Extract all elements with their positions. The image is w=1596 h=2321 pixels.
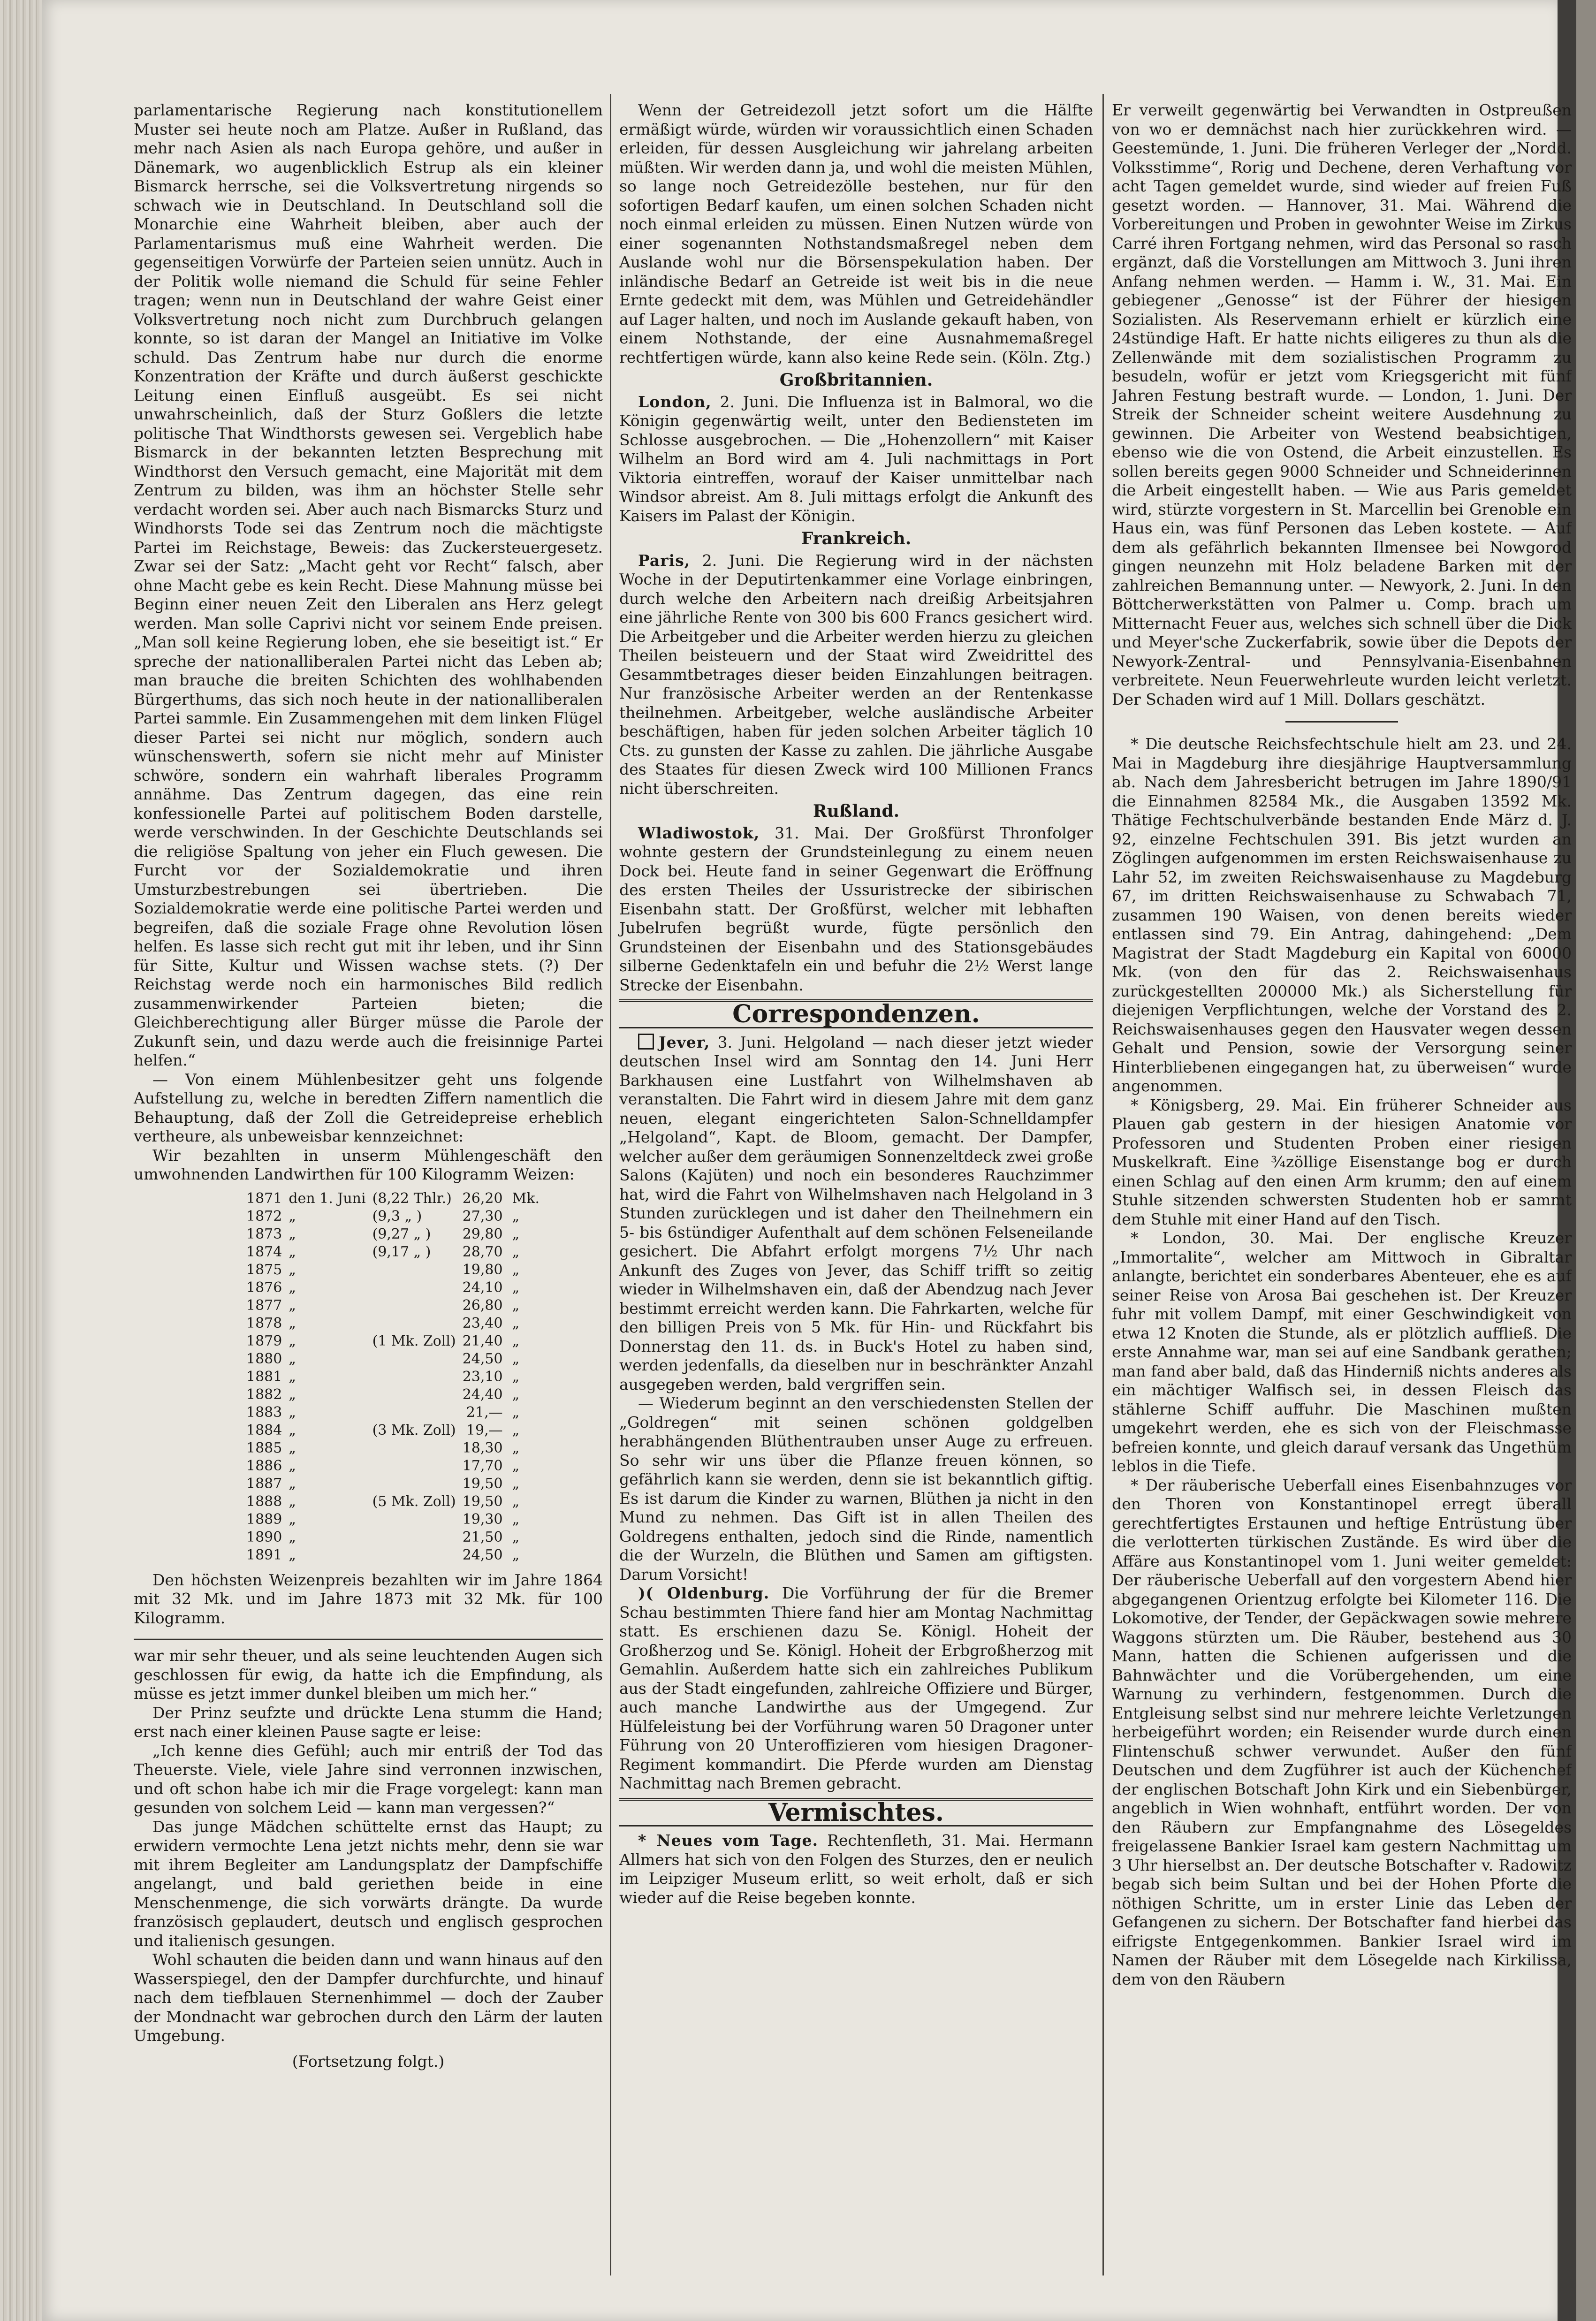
wheat-cell-pre: „ [289,1457,296,1474]
article-text: — Wiederum beginnt an den verschiedensten Stellen der „Goldregen“ mit seinen schönen goldgelben herabhängenden Blüthentrauben unser Auge zu erfreuen. So sehr wir uns über die Pflanze freuen können, so gefährlich kann sie werden, denn sie ist bekanntlich giftig. Es ist darum die Kinder zu warnen, Blüthen ja nicht in den Mund zu nehmen. Das Gift ist in allen Theilen des Goldregens enthalten, jedoch sind die Rinde, namentlich die der Wurzeln, die Blüthen und Samen am giftigsten. Darum Vorsicht! [619,1394,1093,1583]
wheat-table-row [246,1190,546,1208]
wheat-table-row [246,1386,546,1404]
wheat-cell-unit: „ [512,1315,520,1332]
wheat-cell-pre: „ [289,1261,296,1278]
novel-text: Das junge Mädchen schüttelte ernst das Haupt; zu erwidern vermochte Lena jetzt nichts mehr, denn sie war mit ihrem Begleiter am Landungsplatz der Dampfschiffe angelangt, und bald geriethen beide in eine Menschenmenge, die sich vorwärts drängte. Da wurde französisch geplaudert, deutsch und englisch gesprochen und italienisch gesungen. [134,1817,603,1950]
wheat-table-row [246,1546,546,1564]
wheat-cell-year: 1881 [246,1368,282,1385]
wheat-cell-pre: „ [289,1208,296,1225]
continuation-note: (Fortsetzung folgt.) [292,2052,445,2070]
wheat-table-row [246,1439,546,1457]
article-text: * Die deutsche Reichsfechtschule hielt am 23. und 24. Mai in Magdeburg ihre diesjährige Hauptversammlung ab. Nach dem Jahresbericht betrugen im Jahre 1890/91 die Einnahmen 82584 Mk., die Ausgaben 13592 Mk. Thätige Fechtschulverbände bestanden Ende März d. J. 92, einzelne Fechtschulen 391. Bis jetzt wurden an Zöglingen aufgenommen im ersten Reichswaisenhause zu Lahr 52, im zweiten Reichswaisenhause zu Magdeburg 67, im dritten Reichswaisenhause zu Schwabach 71, zusammen 190 Waisen, von denen bereits wieder entlassen sind 79. Ein Antrag, dahingehend: „Dem Magistrat der Stadt Magdeburg ein Kapital von 60000 Mk. (von den für das 2. Reichswaisenhaus zurückgestellten 200000 Mk.) als Sicherstellung für diejenigen Verpflichtungen, welche der Vorstand des 2. Reichswaisenhauses gegen den Hausvater wegen dessen Gehalt und Pension, sowie der Versorgung seiner Hinterbliebenen eingegangen hat, zu überweisen“ wurde angenommen. [1112,735,1572,1095]
wheat-cell-note: (8,22 Thlr.) [372,1190,452,1207]
dateline: London, [638,392,712,411]
wheat-cell-value: 21,50 [462,1529,503,1545]
novel-text: Wohl schauten die beiden dann und wann hinaus auf den Wasserspiegel, den der Dampfer durchfurchte, und hinauf nach dem tiefblauen Sternenhimmel — doch der Zauber der Mondnacht war gebrochen durch den Lärm der lauten Umgebung. [134,1950,603,2045]
wheat-cell-unit: „ [512,1546,520,1563]
wheat-cell-value: 19,— [466,1422,503,1438]
wheat-cell-value: 19,80 [462,1261,503,1278]
wheat-cell-note: (3 Mk. Zoll) [372,1422,456,1438]
wheat-cell-year: 1890 [246,1529,282,1545]
wheat-cell-pre: „ [289,1350,296,1367]
wheat-cell-note [372,1386,463,1404]
article-text: 2. Juni. Die Influenza ist in Balmoral, wo die Königin gegenwärtig weilt, unter den Bediensteten im Schlosse ausgebrochen. — Die „Hohenzollern“ mit Kaiser Wilhelm an Bord wird am 4. Juli nachmittags in Port Viktoria eintreffen, worauf der Kaiser unmittelbar nach Windsor abreist. Am 8. Juli mittags erfolgt die Ankunft des Kaisers im Palast der Königin. [619,392,1093,525]
wheat-cell-year: 1873 [246,1225,282,1242]
article-text: parlamentarische Regierung nach konstitutionellem Muster sei heute noch am Platze. Außer in Rußland, das mehr nach Asien als nach Europa gehöre, und außer in Dänemark, wo augenblicklich Estrup als ein kleiner Bismarck herrsche, sei die Volksvertretung nirgends so schwach wie in Deutschland. In Deutschland soll die Monarchie eine Wahrheit bleiben, aber auch der Parlamentarismus muß eine Wahrheit werden. Die gegenseitigen Vorwürfe der Parteien seien unnütz. Auch in der Politik wolle niemand die Schuld für seine Fehler tragen; wenn nun in Deutschland der wahre Geist einer Volksvertretung noch nicht zum Durchbruch gelangen konnte, so ist daran der Mangel an Initiative im Volke schuld. Das Zentrum habe nur durch die enorme Konzentration der Kräfte und durch äußerst geschickte Leitung einen Einfluß ausgeübt. Es sei nicht unwahrscheinlich, daß der Sturz Goßlers die letzte politische That Windthorsts gewesen sei. Vergeblich habe Bismarck in der bekannten letzten Besprechung mit Windthorst den Versuch gemacht, eine Majorität mit dem Zentrum zu bilden, was ihm an höchster Stelle sehr verdacht worden sei. Aber auch nach Bismarcks Sturz und Windhorsts Tode sei das Zentrum noch die mächtigste Partei im Reichstage, Beweis: das Zuckersteuergesetz. Zwar sei der Satz: „Macht geht vor Recht“ falsch, aber ohne Macht gebe es kein Recht. Diese Mahnung müsse bei Beginn einer neuen Zeit den Liberalen ans Herz gelegt werden. Man solle Caprivi nicht vor seinem Ende preisen. „Man soll keine Regierung loben, ehe sie beseitigt ist.“ Er spreche der nationalliberalen Partei nicht das Leben ab; man brauche die breiten Schichten des wohlhabenden Bürgerthums, das sich noch heute in der nationalliberalen Partei sammle. Ein Zusammengehen mit dem linken Flügel dieser Partei sei nicht nur möglich, sondern auch wünschenswerth, sofern sie nicht mehr auf Minister schwöre, sondern ein wahrhaft liberales Programm annähme. Das Zentrum dagegen, das eine rein konfessionelle Partei auf politischem Boden darstelle, werde verschwinden. In der Geschichte Deutschlands sei die religiöse Spaltung von jeher ein Fluch gewesen. Die Furcht vor der Sozialdemokratie und ihren Umsturzbestrebungen sei übertrieben. Die Sozialdemokratie werde eine politische Partei werden und begreifen, daß die soziale Frage ohne Revolution lösen helfen. Es lasse sich recht gut mit ihr leben, und ihr Sinn für Sitte, Kultur und Wissen wachse stets. (?) Der Reichstag werde noch ein harmonisches Bild redlich zusammenwirkender Parteien bieten; die Gleichberechtigung aller Bürger müsse die Parole der Zukunft sein, und dazu werde auch die freisinnige Partei helfen.“ [134,101,603,1069]
wheat-cell-note [372,1404,463,1422]
wheat-cell-note: (5 Mk. Zoll) [372,1493,456,1510]
wheat-cell-pre: „ [289,1225,296,1242]
dateline: )( Oldenburg. [638,1584,770,1602]
section-heading: Rußland. [813,801,900,821]
section-heading: Frankreich. [801,529,912,548]
wheat-cell-value: 27,30 [462,1208,503,1225]
wheat-cell-value: 18,30 [462,1439,503,1456]
wheat-cell-year: 1877 [246,1297,282,1314]
wheat-cell-unit: Mk. [512,1190,540,1207]
wheat-cell-value: 26,80 [462,1297,503,1314]
wheat-cell-year: 1891 [246,1546,282,1563]
wheat-cell-note [372,1475,463,1493]
wheat-cell-unit: „ [512,1297,520,1314]
wheat-cell-pre: „ [289,1439,296,1456]
binding-edge [0,0,42,2321]
wheat-cell-unit: „ [512,1261,520,1278]
wheat-cell-value: 19,50 [462,1493,503,1510]
wheat-cell-pre: „ [289,1315,296,1332]
wheat-cell-note [372,1368,463,1386]
column-2 [619,101,1093,1907]
wheat-cell-value: 26,20 [462,1190,503,1207]
wheat-cell-year: 1875 [246,1261,282,1278]
wheat-cell-value: 24,10 [462,1279,503,1296]
article-text: Den höchsten Weizenpreis bezahlten wir im Jahre 1864 mit 32 Mk. und im Jahre 1873 mit 32 Mk. für 100 Kilogramm. [134,1570,603,1627]
wheat-cell-unit: „ [512,1439,520,1456]
column-1 [134,101,603,2071]
wheat-cell-pre: „ [289,1279,296,1296]
wheat-cell-pre: „ [289,1493,296,1510]
wheat-table-row [246,1404,546,1422]
dateline: Jever, [659,1033,710,1051]
wheat-cell-note [372,1297,463,1315]
novel-text: „Ich kenne dies Gefühl; auch mir entriß der Tod das Theuerste. Viele, viele Jahre sind verronnen inzwischen, und oft schon habe ich mir die Frage vorgelegt: kann man gesunden von solchem Leid — kann man vergessen?“ [134,1741,603,1817]
wheat-cell-note: (9,3 „ ) [372,1208,422,1225]
wheat-cell-pre: „ [289,1529,296,1545]
article-text: Er verweilt gegenwärtig bei Verwandten in Ostpreußen von wo er demnächst nach hier zurückkehren wird. — Geestemünde, 1. Juni. Die früheren Verleger der „Nordd. Volksstimme“, Rorig und Dechene, deren Verhaftung vor acht Tagen gemeldet wurde, sind wieder auf freien Fuß gesetzt worden. — Hannover, 31. Mai. Während die Vorbereitungen und Proben in gewohnter Weise im Zirkus Carré ihren Fortgang nehmen, wird das Personal so rasch ergänzt, daß die Vorstellungen am Mittwoch 3. Juni ihren Anfang nehmen werden. — Hamm i. W., 31. Mai. Ein gebiegener „Genosse“ ist der Führer der hiesigen Sozialisten. Als Reservemann erhielt er kürzlich eine 24stündige Haft. Er hatte nichts eiligeres zu thun als die Zellenwände mit dem sozialistischen Programm zu besudeln, wofür er jetzt vom Kriegsgericht mit fünf Jahren Festung bestraft wurde. — London, 1. Juni. Der Streik der Schneider scheint weitere Ausdehnung zu gewinnen. Die Arbeiter von Westend beabsichtigen, ebenso wie die von Ostend, die Arbeit einzustellen. Es sollen bereits gegen 9000 Schneider und Schneiderinnen die Arbeit eingestellt haben. — Wie aus Paris gemeldet wird, stürzte vorgestern in St. Marcellin bei Grenoble ein Haus ein, was fünf Personen das Leben kostete. — Auf dem als gefährlich bekannten Ilmensee bei Nowgorod gingen neunzehn mit Holz beladene Barken mit der zahlreichen Bemannung unter. — Newyork, 2. Juni. In den Böttcherwerkstätten von Palmer u. Comp. brach um Mitternacht Feuer aus, welches sich schnell über die Dick und Meyer'sche Zuckerfabrik, sowie über die Depots der Newyork-Zentral- und Pennsylvania-Eisenbahnen verbreitete. Neun Feuerwehrleute wurden leicht verletzt. Der Schaden wird auf 1 Mill. Dollars geschätzt. [1112,101,1572,708]
wheat-cell-year: 1885 [246,1439,282,1456]
novel-text: Der Prinz seufzte und drückte Lena stumm die Hand; erst nach einer kleinen Pause sagte er leise: [134,1703,603,1741]
square-marker-icon [638,1034,654,1050]
article-text: — Von einem Mühlenbesitzer geht uns folgende Aufstellung zu, welche in beredten Ziffern namentlich die Behauptung, daß der Zoll die Getreidepreise erheblich vertheure, als unbeweisbar kennzeichnet: [134,1070,603,1145]
wheat-table-row [246,1225,546,1243]
wheat-cell-note: (9,17 „ ) [372,1243,431,1260]
wheat-cell-pre: „ [289,1475,296,1492]
wheat-cell-value: 24,50 [462,1350,503,1367]
column-rule [610,94,611,2275]
wheat-cell-unit: „ [512,1511,520,1528]
wheat-cell-unit: „ [512,1529,520,1545]
wheat-cell-unit: „ [512,1422,520,1438]
wheat-cell-unit: „ [512,1475,520,1492]
wheat-table-row [246,1279,546,1297]
wheat-table-row [246,1297,546,1315]
wheat-cell-unit: „ [512,1350,520,1367]
section-heading: Großbritannien. [779,370,933,390]
wheat-cell-pre: „ [289,1368,296,1385]
wheat-cell-year: 1874 [246,1243,282,1260]
wheat-cell-pre: „ [289,1404,296,1421]
wheat-cell-unit: „ [512,1386,520,1403]
column-rule [1102,94,1104,2275]
wheat-table-row [246,1493,546,1511]
wheat-cell-note [372,1439,463,1457]
wheat-cell-year: 1884 [246,1422,282,1438]
wheat-cell-year: 1886 [246,1457,282,1474]
wheat-cell-year: 1876 [246,1279,282,1296]
wheat-cell-value: 23,10 [462,1368,503,1385]
wheat-cell-pre: „ [289,1511,296,1528]
wheat-cell-pre: „ [289,1297,296,1314]
column-3 [1112,101,1572,2306]
wheat-cell-note [372,1261,463,1279]
wheat-cell-value: 21,40 [462,1332,503,1349]
wheat-cell-value: 19,30 [462,1511,503,1528]
wheat-cell-note: (1 Mk. Zoll) [372,1332,456,1349]
wheat-cell-unit: „ [512,1279,520,1296]
wheat-cell-unit: „ [512,1493,520,1510]
wheat-cell-unit: „ [512,1404,520,1421]
wheat-cell-note [372,1511,463,1529]
dateline: Wladiwostok, [638,823,760,842]
article-text: * Königsberg, 29. Mai. Ein früherer Schneider aus Plauen gab gestern in der hiesigen Anatomie vor Professoren und Studenten Proben einer riesigen Muskelkraft. Eine ¾zöllige Eisenstange bog er durch einen Schlag auf den einen Arm krumm; den auf einem Stuhle sitzenden schwersten Studenten hob er sammt dem Stuhle mit einer Hand auf den Tisch. [1112,1096,1572,1228]
wheat-cell-year: 1887 [246,1475,282,1492]
wheat-table-row [246,1457,546,1475]
wheat-cell-value: 19,50 [462,1475,503,1492]
wheat-cell-unit: „ [512,1457,520,1474]
wheat-cell-year: 1889 [246,1511,282,1528]
wheat-cell-note [372,1350,463,1368]
wheat-cell-pre: „ [289,1332,296,1349]
wheat-cell-note [372,1457,463,1475]
article-text: 2. Juni. Die Regierung wird in der nächsten Woche in der Deputirtenkammer eine Vorlage einbringen, durch welche den Arbeitern nach dreißig Arbeitsjahren eine jährliche Rente von 300 bis 600 Francs gesichert wird. Die Arbeitgeber und die Arbeiter werden hierzu zu gleichen Theilen beisteuern und der Staat wird Zweidrittel des Gesammtbetrages dieser beiden Einzahlungen beitragen. Nur französische Arbeiter werden an der Rentenkasse theilnehmen. Arbeitgeber, welche ausländische Arbeiter beschäftigen, haben für jeden solchen Arbeiter täglich 10 Cts. zu gunsten der Kasse zu zahlen. Die jährliche Ausgabe des Staates für diesen Zweck wird 100 Millionen Francs nicht überschreiten. [619,551,1093,798]
wheat-cell-value: 24,40 [462,1386,503,1403]
wheat-cell-pre: den 1. Juni [289,1190,366,1207]
wheat-cell-unit: „ [512,1208,520,1225]
wheat-cell-pre: „ [289,1386,296,1403]
wheat-cell-value: 28,70 [462,1243,503,1260]
wheat-cell-unit: „ [512,1225,520,1242]
wheat-cell-unit: „ [512,1243,520,1260]
wheat-table-row [246,1208,546,1225]
wheat-cell-value: 29,80 [462,1225,503,1242]
article-text: Die Vorführung der für die Bremer Schau bestimmten Thiere fand hier am Montag Nachmittag statt. Es erschienen dazu Se. Königl. Hoheit der Großherzog und Se. Königl. Hoheit der Erbgroßherzog mit Gemahlin. Außerdem hatte sich ein zahlreiches Publikum aus der Stadt eingefunden, zahlreiche Offiziere und Bürger, auch manche Landwirthe aus der Umgegend. Zur Hülfeleistung bei der Vorführung waren 50 Dragoner unter Führung von 20 Unteroffizieren vom hiesigen Dragoner-Regiment kommandirt. Die Pferde wurden am Dienstag Nachmittag nach Bremen gebracht. [619,1584,1093,1792]
wheat-cell-year: 1883 [246,1404,282,1421]
wheat-cell-year: 1872 [246,1208,282,1225]
article-text: 3. Juni. Helgoland — nach dieser jetzt wieder deutschen Insel wird am Sonntag den 14. Juni Herr Barkhausen eine Lustfahrt von Wilhelmshaven ab veranstalten. Die Fahrt wird in diesem Jahre mit dem ganz neuen, elegant eingerichteten Salon-Schnelldampfer „Helgoland“, Kapt. de Bloom, gemacht. Der Dampfer, welcher außer dem geräumigen Sonnenzeltdeck zwei große Salons (Kajüten) und noch ein besonderes Rauchzimmer hat, wird die Fahrt von Wilhelmshaven nach Helgoland in 3 Stunden zurücklegen und ist daher den Theilnehmern ein 5- bis 6stündiger Aufenthalt auf dem schönen Felseneilande gesichert. Die Abfahrt erfolgt morgens 7½ Uhr nach Ankunft des Zuges von Jever, das Schiff trifft so zeitig wieder in Wilhelmshaven ein, daß der Abendzug nach Jever bestimmt erreicht werden kann. Die Fahrkarten, welche für den billigen Preis von 5 Mk. für Hin- und Rückfahrt bis Donnerstag den 11. ds. in Buck's Hotel zu haben sind, werden jedenfalls, da dieselben nur in beschränkter Anzahl ausgegeben werden, bald vergriffen sein. [619,1033,1093,1393]
article-text: Wir bezahlten in unserm Mühlengeschäft den umwohnenden Landwirthen für 100 Kilogramm Weizen: [134,1146,603,1183]
section-heading: Vermischtes. [619,1798,1093,1827]
wheat-cell-year: 1888 [246,1493,282,1510]
wheat-table-row [246,1315,546,1332]
wheat-cell-value: 17,70 [462,1457,503,1474]
separator-rule [1285,721,1398,723]
wheat-cell-note: (9,27 „ ) [372,1225,431,1242]
wheat-cell-year: 1882 [246,1386,282,1403]
wheat-cell-note [372,1315,463,1332]
section-heading: Correspondenzen. [619,999,1093,1028]
wheat-cell-value: 23,40 [462,1315,503,1332]
novel-text: war mir sehr theuer, und als seine leuchtenden Augen sich geschlossen für ewig, da hatte ich die Empfindung, als müsse es jetzt immer dunkel bleiben um mich her.“ [134,1646,603,1703]
wheat-price-table [246,1190,546,1564]
wheat-table-row [246,1243,546,1261]
wheat-cell-note [372,1546,463,1564]
wheat-cell-pre: „ [289,1546,296,1563]
wheat-table-row [246,1422,546,1439]
wheat-cell-unit: „ [512,1368,520,1385]
article-text: Wenn der Getreidezoll jetzt sofort um die Hälfte ermäßigt würde, würden wir voraussichtlich einen Schaden erleiden, für dessen Ausgleichung wir jahrelang arbeiten müßten. Wir werden dann ja, und wohl die meisten Mühlen, so lange noch Getreidezölle bestehen, nur für den sofortigen Bedarf kaufen, um einen solchen Schaden nicht noch einmal erleiden zu müssen. Einen Nutzen würde von einer sogenannten Nothstandsmaßregel neben dem Auslande wohl nur die Börsenspekulation haben. Der inländische Bedarf an Getreide ist weit bis in die neue Ernte gedeckt mit dem, was Mühlen und Getreidehändler auf Lager halten, und noch im Auslande gekauft haben, von einem Nothstande, der eine Ausnahmemaßregel rechtfertigen würde, kann also keine Rede sein. (Köln. Ztg.) [619,101,1093,366]
wheat-table-row [246,1332,546,1350]
wheat-table-row [246,1511,546,1529]
dateline: Paris, [638,551,691,570]
feuilleton-rule [134,1638,603,1640]
wheat-cell-pre: „ [289,1243,296,1260]
dateline: * Neues vom Tage. [638,1831,818,1849]
wheat-table-row [246,1368,546,1386]
wheat-cell-year: 1878 [246,1315,282,1332]
wheat-table-row [246,1350,546,1368]
wheat-cell-value: 24,50 [462,1546,503,1563]
wheat-cell-pre: „ [289,1422,296,1438]
article-text: * London, 30. Mai. Der englische Kreuzer „Immortalite“, welcher am Mittwoch in Gibraltar anlangte, berichtet ein sonderbares Abenteuer, ehe es auf seiner Reise von Arosa Bai geschehen ist. Der Kreuzer fuhr mit vollem Dampf, mit einer Geschwindigkeit von etwa 12 Knoten die Stunde, als er plötzlich auffließ. Die erste Annahme war, man sei auf eine Sandbank gerathen; man fand aber bald, daß das Hinderniß nichts anderes als ein mächtiger Walfisch sei, in dessen Fleisch das stählerne Schiff auffuhr. Die Maschinen mußten umgekehrt werden, ehe es sich von der Fleischmasse befreien konnte, und gleich darauf versank das Ungethüm leblos in die Tiefe. [1112,1229,1572,1475]
article-text: Rechtenfleth, 31. Mai. Hermann Allmers hat sich von den Folgen des Sturzes, den er neulich im Leipziger Museum erlitt, so weit erholt, daß er sich wieder auf die Reise begeben konnte. [619,1831,1093,1907]
wheat-table-row [246,1261,546,1279]
wheat-table-row [246,1529,546,1546]
wheat-table-row [246,1475,546,1493]
wheat-cell-note [372,1529,463,1546]
wheat-cell-year: 1880 [246,1350,282,1367]
wheat-cell-value: 21,— [466,1404,503,1421]
wheat-cell-note [372,1279,463,1297]
wheat-cell-year: 1871 [246,1190,282,1207]
article-text: * Der räuberische Ueberfall eines Eisenbahnzuges vor den Thoren von Konstantinopel erregt überall gerechtfertigtes Erstaunen und heftige Entrüstung über die verlotterten türkischen Zustände. Es wird über die Affäre aus Konstantinopel vom 1. Juni weiter gemeldet: Der räuberische Ueberfall auf den vorgestern Abend hier abgegangenen Orientzug erfolgte bei Kilometer 116. Die Lokomotive, der Tender, der Gepäckwagen sowie mehrere Waggons stürzten um. Die Räuber, bestehend aus 30 Mann, hatten die Schienen aufgerissen und die Bahnwächter und die Vorübergehenden, um eine Warnung zu verhindern, festgenommen. Durch die Entgleisung selbst sind nur mehrere leichte Verletzungen herbeigeführt worden; ein Reisender wurde durch einen Flintenschuß schwer verwundet. Außer den fünf Deutschen und dem Zugführer ist auch der Küchenchef der englischen Botschaft John Kirk und ein Siebenbürger, angeblich in Wien wohnhaft, entführt worden. Der von den Räubern zur Empfangnahme des Lösegeldes freigelassene Bankier Israel kam gestern Nachmittag um 3 Uhr hierselbst an. Der deutsche Botschafter v. Radowitz begab sich beim Sultan und bei der Hohen Pforte die nöthigen Schritte, um in erster Linie das Leben der Gefangenen zu sichern. Der Botschafter fand hierbei das eifrigste Entgegenkommen. Bankier Israel wird im Namen der Räuber mit dem Lösegelde nach Kirkilissa, dem von den Räubern [1112,1476,1572,1988]
article-text: 31. Mai. Der Großfürst Thronfolger wohnte gestern der Grundsteinlegung zu einem neuen Dock bei. Heute fand in seiner Gegenwart die Eröffnung des ersten Theiles der Ussuristrecke der sibirischen Eisenbahn statt. Der Großfürst, welcher mit lebhaften Jubelrufen begrüßt wurde, fügte persönlich den Grundsteinen der Eisenbahn und des Stationsgebäudes silberne Gedenktafeln ein und befuhr die 2½ Werst lange Strecke der Eisenbahn. [619,823,1093,994]
wheat-cell-unit: „ [512,1332,520,1349]
wheat-cell-year: 1879 [246,1332,282,1349]
